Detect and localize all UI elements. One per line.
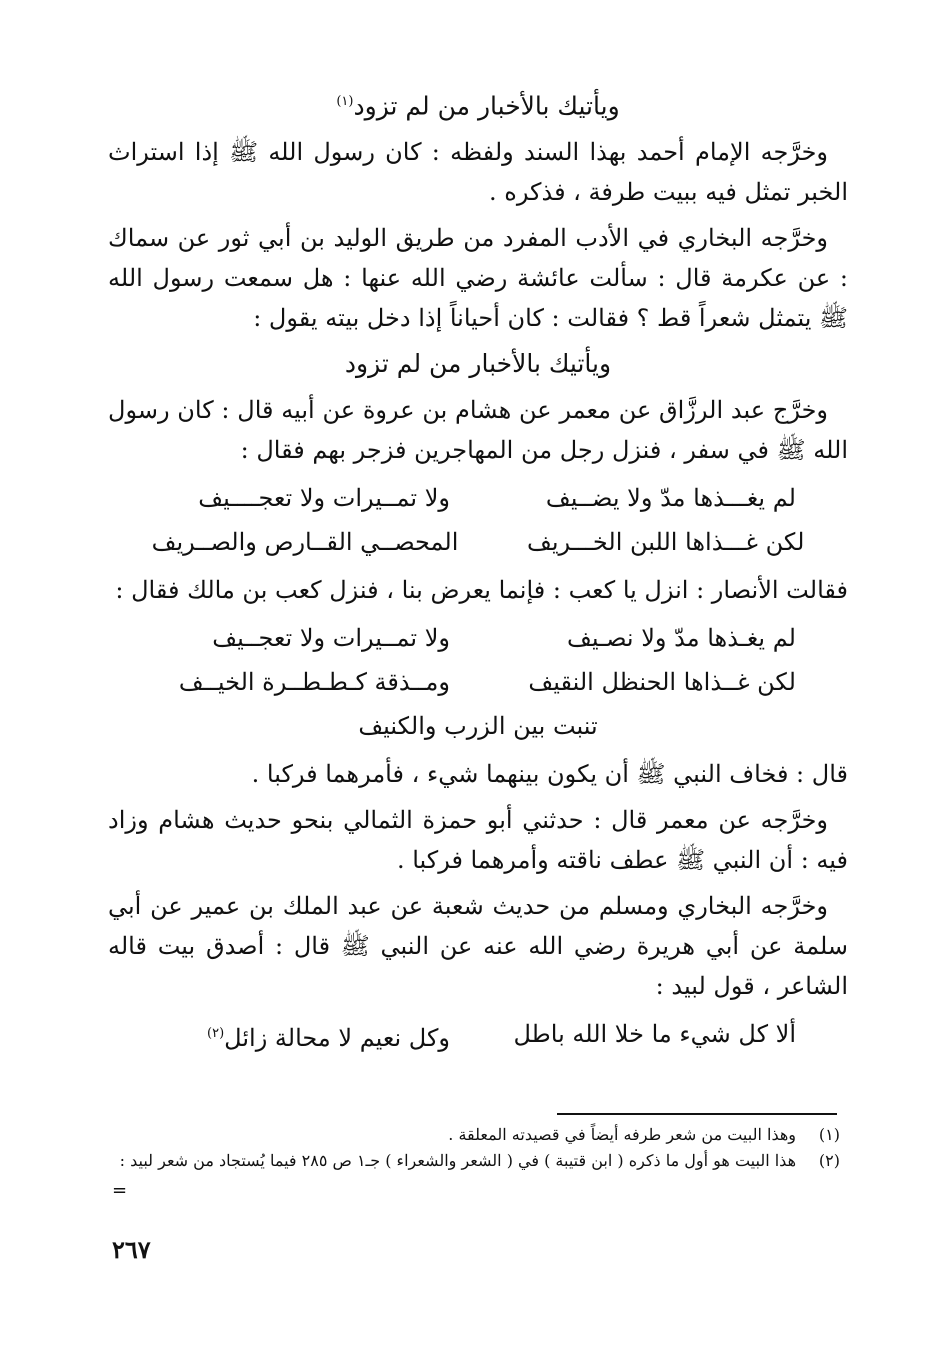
hemistich: لم يغـــذها مدّ ولا يضــيف	[545, 484, 796, 513]
poem2-line-1	[108, 616, 848, 660]
paragraph-4: فقالت الأنصار : انزل يا كعب : فإنما يعرض بنا ، فنزل كعب بن مالك فقال :	[115, 576, 848, 605]
continuation-mark: =	[112, 1180, 128, 1201]
footnote-text: هذا البيت هو أول ما ذكره ( ابن قتيبة ) في ( الشعر والشعراء ) جـ١ ص ٢٨٥ فيما يُستجاد من شعر لبيد :	[119, 1151, 796, 1170]
hemistich: ألا كل شيء ما خلا الله باطل	[513, 1020, 796, 1049]
footnote-ref-2[interactable]: (٢)	[207, 1026, 225, 1042]
footnote-1	[100, 1122, 840, 1148]
paragraph-1: وخرَّجه الإمام أحمد بهذا السند ولفظه : كان رسول الله ﷺ إذا استراث الخبر تمثل فيه ببيت طرفة ، فذكره .	[108, 138, 848, 207]
footnote-divider	[557, 1113, 837, 1115]
page-number: ٢٦٧	[112, 1235, 151, 1264]
poem2-line-2	[108, 660, 848, 704]
hemistich	[160, 1012, 450, 1060]
footnote-text: وهذا البيت من شعر طرفه أيضاً في قصيدته المعلقة .	[448, 1125, 796, 1144]
footnote-number: (٢)	[818, 1151, 840, 1170]
paragraph-7: وخرَّجه البخاري ومسلم من حديث شعبة عن عبد الملك بن عمير عن أبي سلمة عن أبي هريرة رضي الله عنه عن النبي ﷺ قال : أصدق بيت قاله الشاعر ، قول لبيد :	[108, 892, 848, 1001]
final-verse	[108, 1012, 848, 1060]
poem1-line-1	[108, 476, 848, 520]
hemistich: ولا تمــيرات ولا تعجــــيف	[198, 484, 450, 513]
page-body	[108, 82, 848, 1060]
footnote-2	[100, 1148, 840, 1174]
verse-2: ويأتيك بالأخبار من لم تزود	[344, 349, 612, 379]
hemistich: ومــذقة كـطـطــرة الخيــف	[178, 668, 450, 697]
hemistich: المحصــي القــارص والصــريف	[151, 528, 459, 557]
paragraph-6: وخرَّجه عن معمر قال : حدثني أبو حمزة الثمالي بنحو حديث هشام وزاد فيه : أن النبي ﷺ عطف ناقته وأمرهما فركبا .	[108, 806, 848, 875]
poem1-line-2	[108, 520, 848, 564]
hemistich: ولا تمــيرات ولا تعجــيف	[212, 624, 450, 653]
footnotes	[100, 1122, 840, 1174]
footnote-ref-1[interactable]: (١)	[336, 94, 354, 109]
paragraph-2: وخرَّجه البخاري في الأدب المفرد من طريق الوليد بن أبي ثور عن سماك : عن عكرمة قال : سألت عائشة رضي الله عنها : هل سمعت رسول الله ﷺ يتمثل شعراً قط ؟ فقالت : كان أحياناً إذا دخل بيته يقول :	[108, 224, 848, 333]
hemistich: لكن غــذاها الحنظل النقيف	[528, 668, 796, 697]
paragraph-5: قال : فخاف النبي ﷺ أن يكون بينهما شيء ، فأمرهما فركبا .	[251, 760, 848, 789]
hemistich: لم يغـذها مدّ ولا نصـيف	[567, 624, 796, 653]
footnote-number: (١)	[818, 1125, 840, 1144]
hemistich-text: وكل نعيم لا محالة زائل	[224, 1024, 450, 1053]
opening-verse-text: ويأتيك بالأخبار من لم تزود	[353, 91, 620, 121]
paragraph-3: وخرَّج عبد الرزَّاق عن معمر عن هشام بن عروة عن أبيه قال : كان رسول الله ﷺ في سفر ، فنزل رجل من المهاجرين فزجر بهم فقال :	[108, 396, 848, 465]
opening-verse	[108, 82, 848, 126]
poem2-tail: تنبت بين الزرب والكنيف	[358, 712, 598, 741]
hemistich: لكن غـــذاها اللبن الخـــريف	[527, 528, 805, 557]
